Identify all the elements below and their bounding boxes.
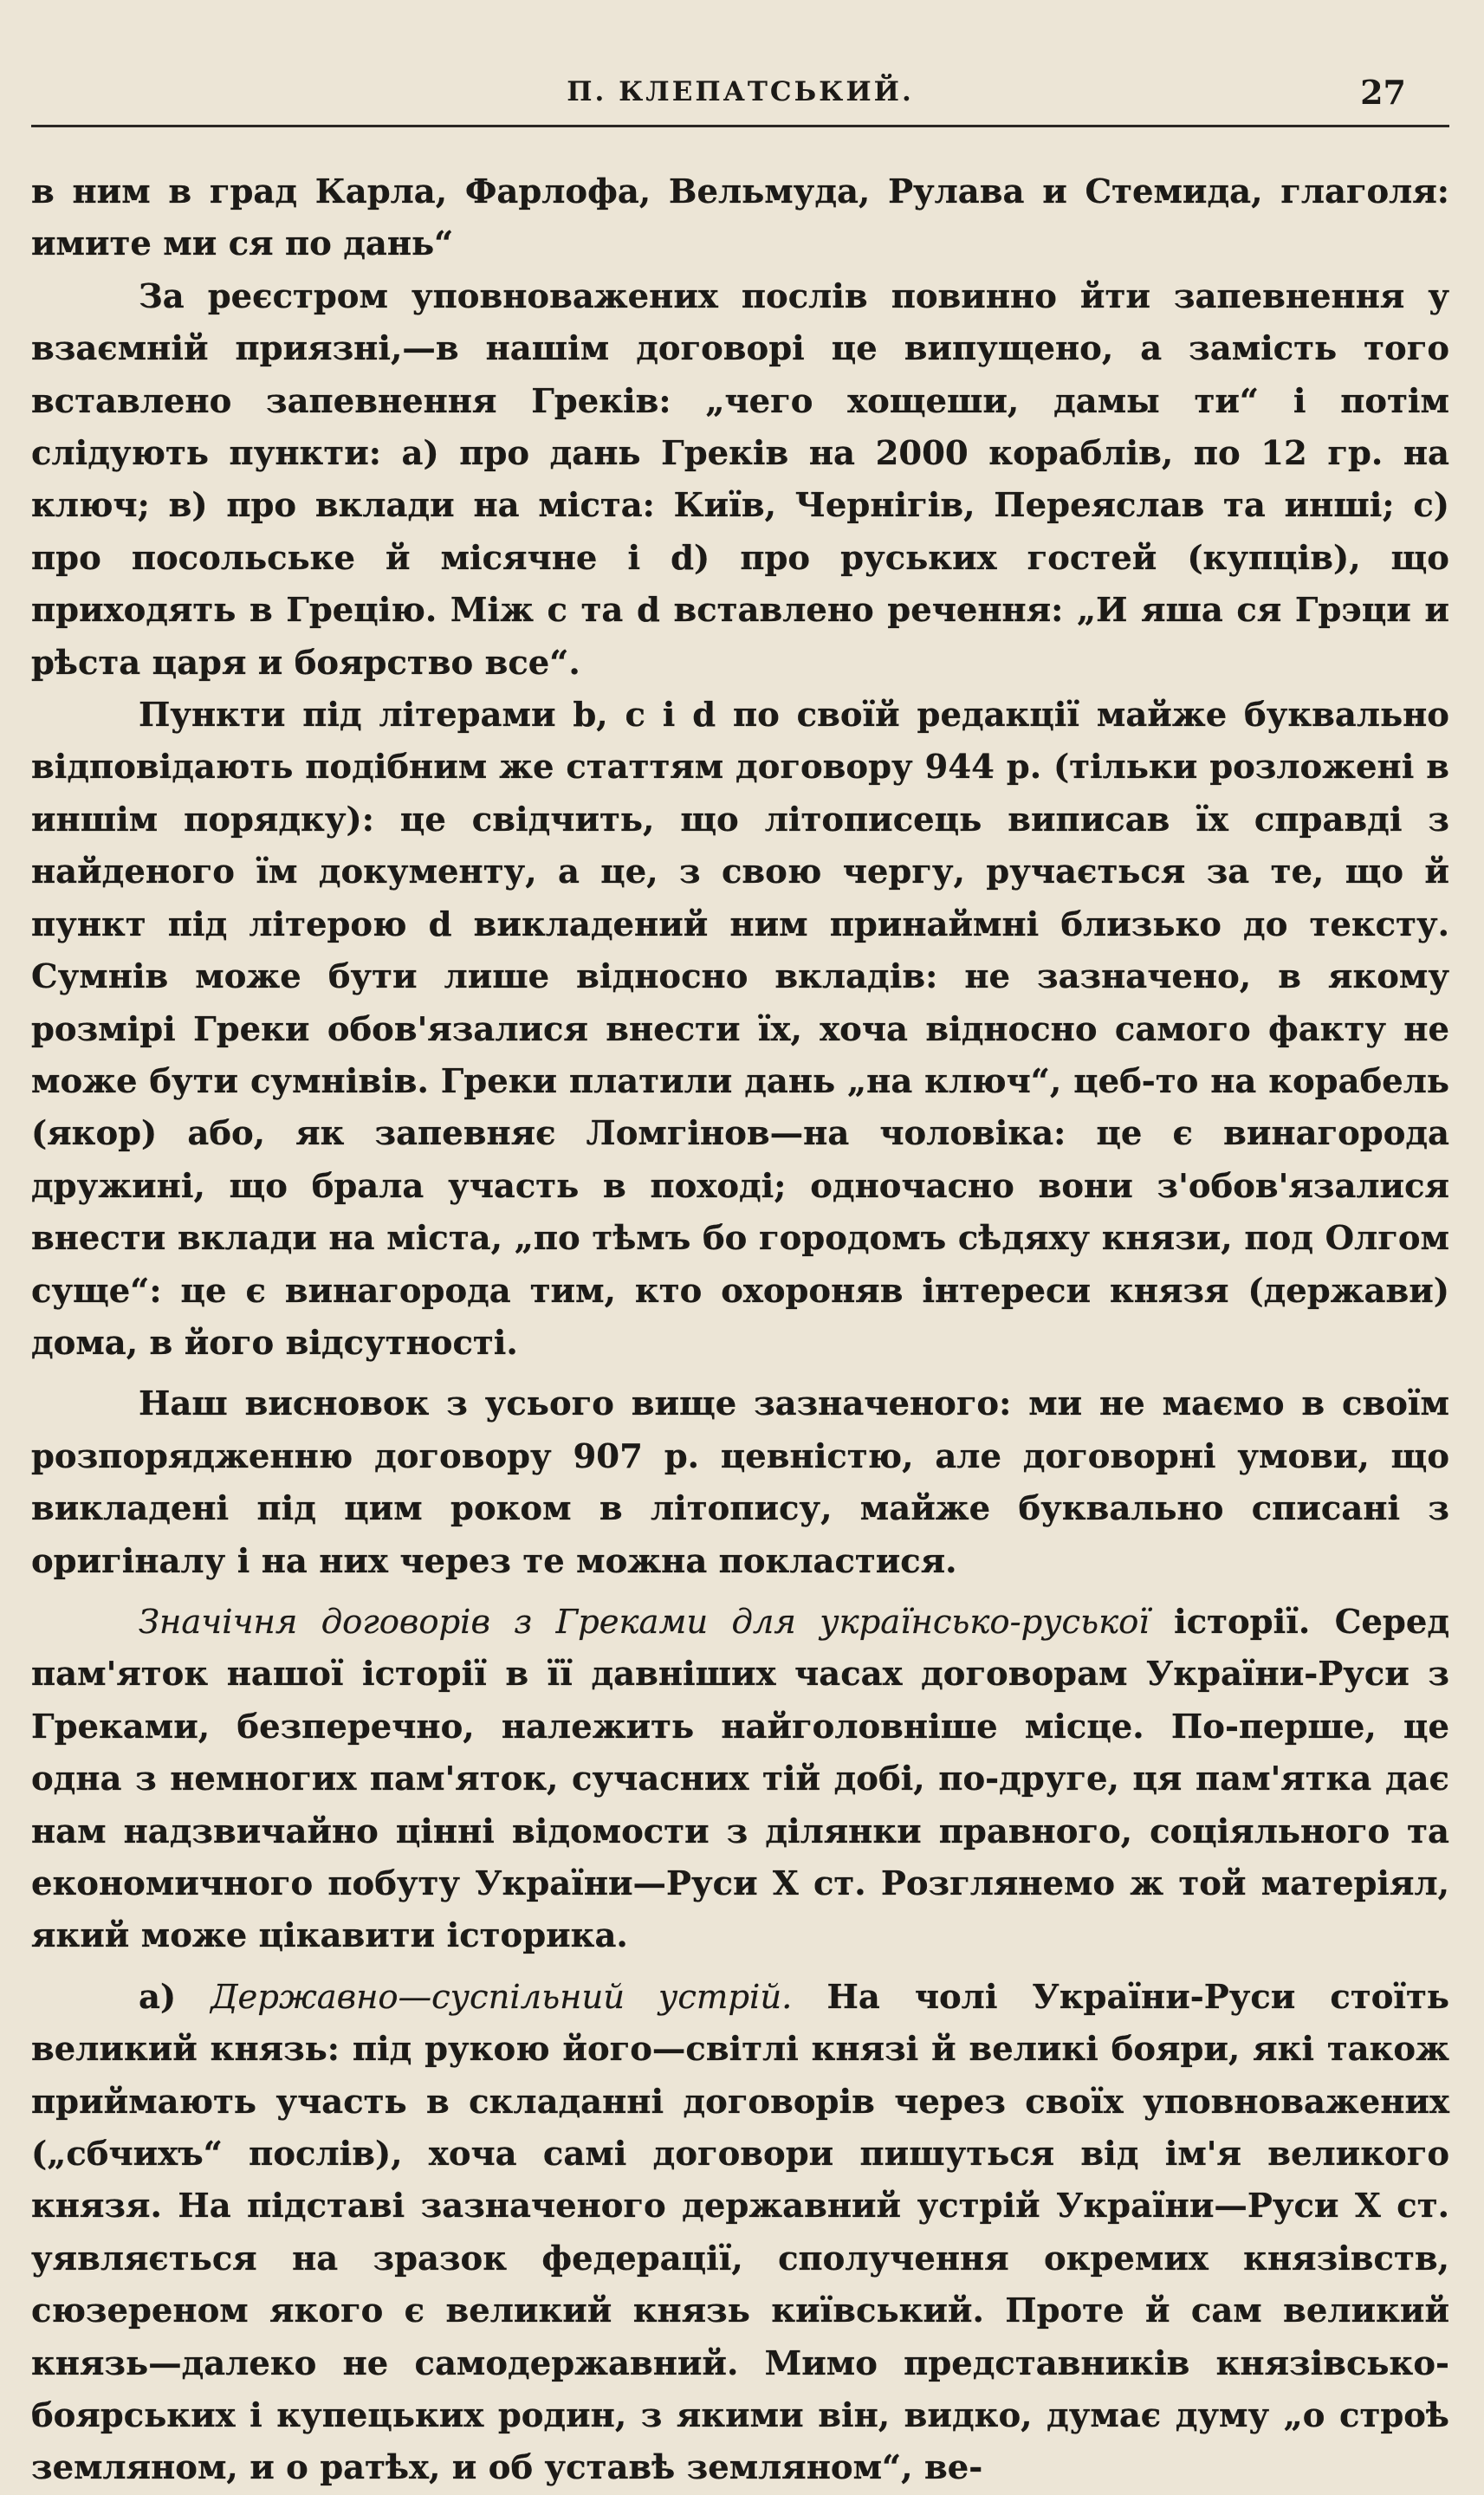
paragraph-6 [31,1972,1449,2495]
paragraph-5 [31,1597,1449,1963]
paragraph-4: Наш висновок з усього вище зазначеного: ми не маємо в своїм розпорядженню договору 907 р. цевністю, але договорні умови, що викладені під цим роком в літопису, майже буквально списані з оригіналу і на них через те можна покластися. [31,1384,1449,1581]
paragraph-6-text: На чолі України-Руси стоїть великий князь: під рукою його—світлі князі й великі бояри, які також приймають участь в складанні договорів через своїх уповноважених („сбчихъ“ послів), хоча самі договори пишуться від ім'я великого князя. На підставі зазначеного державний устрій України—Руси X ст. уявляється на зразок федерації, сполучення окремих князівств, сюзереном якого є великий князь київський. Проте й сам великий князь—далеко не самодержавний. Мимо представників князівсько-боярських і купецьких родин, з якими він, видко, думає думу „о строѣ земляном, и о ратѣх, и об уставѣ земляном“, ве- [31,1977,1449,2488]
paragraph-2: За реєстром уповноважених послів повинно йти запевнення у взаємній приязні,—в нашім договорі це випущено, а замість того вставлено запевнення Греків: „чего хощеши, дамы ти“ і потім слідують пункти: а) про дань Греків на 2000 кораблів, по 12 гр. на ключ; в) про вклади на міста: Київ, Чернігів, Переяслав та инші; с) про посольське й місячне і d) про руських гостей (купців), що приходять в Грецію. Між c та d вставлено речення: „И яша ся Грэци и рѣста царя и боярство все“. [31,276,1449,683]
running-head: П. КЛЕПАТСЬКИЙ. [567,76,914,107]
list-marker: а) [139,1977,211,2017]
section-title-state-structure: Державно—суспільний устрій. [211,1977,793,2017]
page-header [31,69,1449,127]
body-text [31,166,1449,2495]
paragraph-3: Пункти під літерами b, c і d по своїй редакції майже буквально відповідають подібним же статтям договору 944 р. (тільки розложені в иншім порядку): це свідчить, що літописець виписав їх справді з найденого їм документу, а це, з свою чергу, ручається за те, що й пункт під літерою d викладений ним принаймні близько до тексту. Сумнів може бути лише відносно вкладів: не зазначено, в якому розмірі Греки обов'язалися внести їх, хоча відносно самого факту не може бути сумнівів. Греки платили дань „на ключ“, цеб-то на корабель (якор) або, як запевняє Ломгінов—на чоловіка: це є винагорода дружині, що брала участь в поході; одночасно вони з'обов'язалися внести вклади на міста, „по тѣмъ бо городомъ сѣдяху князи, под Олгом суще“: це є винагорода тим, кто охороняв інтереси князя (держави) дома, в його відсутності. [31,696,1449,1363]
paragraph-5-text: історії. Серед пам'яток нашої історії в її давніших часах договорам України-Руси з Греками, безперечно, належить найголовніше місце. По-перше, це одна з немногих пам'яток, сучасних тій добі, по-друге, ця пам'ятка дає нам надзвичайно цінні відомости з ділянки правного, соціяльного та економичного побуту України—Руси X ст. Розглянемо ж той матеріял, який може цікавити історика. [31,1602,1449,1956]
section-title-treaties-significance: Значічня договорів з Греками для українсько-руської [139,1602,1150,1642]
page-number: 27 [1360,73,1406,112]
paragraph-1: в ним в град Карла, Фарлофа, Вельмуда, Рулава и Стемида, глаголя: имите ми ся по дань“ [31,172,1449,264]
